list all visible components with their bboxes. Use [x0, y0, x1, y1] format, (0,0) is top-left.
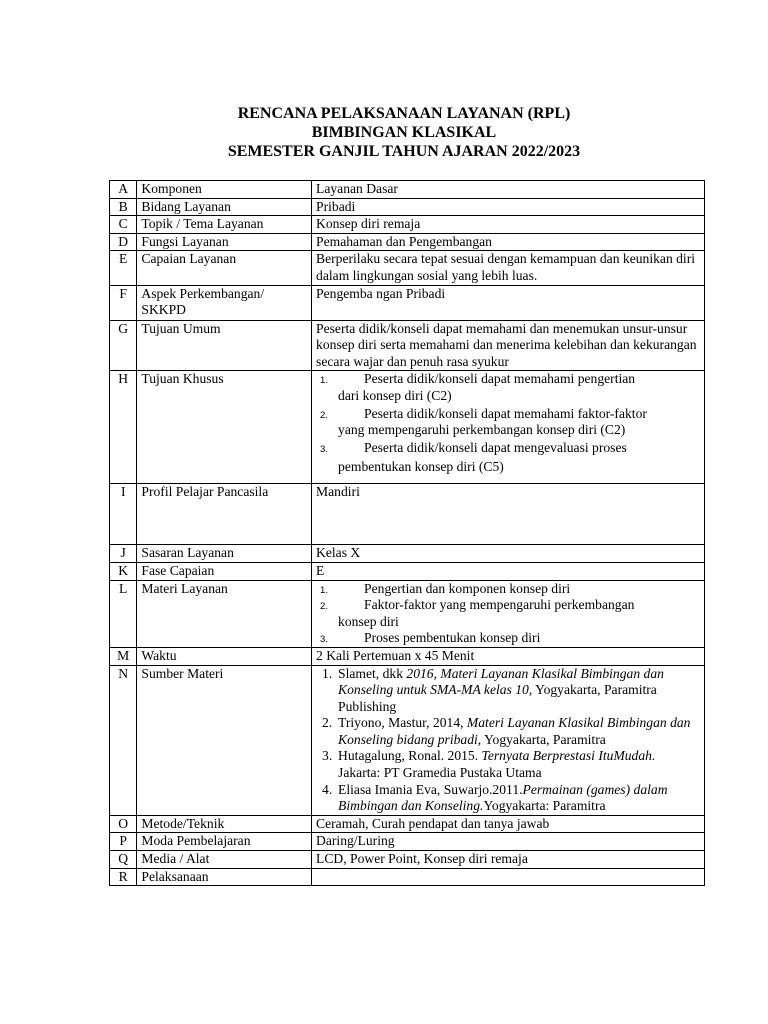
row-value: Mandiri — [312, 484, 705, 545]
sumber-materi-list — [316, 666, 700, 815]
row-code: P — [110, 833, 137, 851]
row-label: Metode/Teknik — [137, 815, 312, 833]
row-value-list — [312, 665, 705, 815]
row-code: E — [110, 251, 137, 285]
title-line-1: RENCANA PELAKSANAAN LAYANAN (RPL) — [237, 105, 571, 122]
list-text-continued: konsep diri — [338, 613, 399, 629]
row-label: Tujuan Khusus — [137, 371, 312, 484]
row-code: F — [110, 285, 137, 320]
table-row — [110, 233, 705, 251]
row-label: Bidang Layanan — [137, 198, 312, 216]
tujuan-khusus-list — [316, 371, 700, 476]
row-code: I — [110, 484, 137, 545]
row-code: A — [110, 181, 137, 199]
list-text: Faktor-faktor yang mempengaruhi perkembangan — [364, 597, 635, 613]
table-row — [110, 484, 705, 545]
row-value: Daring/Luring — [312, 833, 705, 851]
list-number: 3. — [322, 748, 333, 764]
list-number: 2. — [322, 715, 333, 731]
list-item — [316, 630, 700, 647]
list-item — [316, 666, 700, 716]
table-row — [110, 371, 705, 484]
list-item — [316, 440, 700, 476]
row-value: E — [312, 562, 705, 580]
materi-layanan-list — [316, 581, 700, 647]
row-value: Pengemba ngan Pribadi — [312, 285, 705, 320]
list-item — [316, 597, 700, 630]
rpl-table — [109, 180, 705, 886]
list-text: Peserta didik/konseli dapat mengevaluasi proses — [364, 439, 627, 455]
table-row — [110, 216, 705, 234]
row-code: O — [110, 815, 137, 833]
table-row — [110, 868, 705, 886]
row-value-list — [312, 580, 705, 647]
list-number: 2. — [320, 601, 328, 613]
list-number: 1. — [322, 665, 333, 681]
source-publisher: , Yogyakarta, Paramitra Publishing — [338, 682, 657, 714]
table-row — [110, 198, 705, 216]
row-code: B — [110, 198, 137, 216]
title-line-3: SEMESTER GANJIL TAHUN AJARAN 2022/2023 — [227, 143, 581, 160]
table-row — [110, 815, 705, 833]
table-row — [110, 285, 705, 320]
list-item — [316, 715, 700, 748]
list-item — [316, 581, 700, 598]
table-row — [110, 545, 705, 563]
row-value: Kelas X — [312, 545, 705, 563]
row-value: Pemahaman dan Pengembangan — [312, 233, 705, 251]
row-label: Komponen — [137, 181, 312, 199]
row-label: Sumber Materi — [137, 665, 312, 815]
row-value: Layanan Dasar — [312, 181, 705, 199]
table-row — [110, 562, 705, 580]
row-label: Topik / Tema Layanan — [137, 216, 312, 234]
table-row — [110, 580, 705, 647]
row-code: R — [110, 868, 137, 886]
source-title: 2016, Materi Layanan Klasikal Bimbingan dan Konseling untuk SMA-MA kelas 10 — [338, 665, 664, 698]
row-value: Berperilaku secara tepat sesuai dengan kemampuan dan keunikan diri dalam lingkungan sosial yang lebih luas. — [312, 251, 705, 285]
source-author: Slamet, dkk — [338, 665, 407, 681]
row-label: Capaian Layanan — [137, 251, 312, 285]
source-author: Eliasa Imania Eva, Suwarjo.2011. — [338, 781, 523, 797]
row-code: M — [110, 647, 137, 665]
row-code: N — [110, 665, 137, 815]
source-publisher: Yogyakarta, Paramitra — [481, 731, 606, 747]
list-number: 3. — [320, 634, 328, 646]
list-item — [316, 406, 700, 439]
source-title: Permainan (games) dalam Bimbingan dan Konseling. — [338, 781, 668, 814]
row-label: Waktu — [137, 647, 312, 665]
row-label: Fungsi Layanan — [137, 233, 312, 251]
row-value: Konsep diri remaja — [312, 216, 705, 234]
row-label: Media / Alat — [137, 851, 312, 869]
row-label: Sasaran Layanan — [137, 545, 312, 563]
row-value-list — [312, 371, 705, 484]
title-line-2: BIMBINGAN KLASIKAL — [311, 124, 497, 141]
row-value: 2 Kali Pertemuan x 45 Menit — [312, 647, 705, 665]
row-value: LCD, Power Point, Konsep diri remaja — [312, 851, 705, 869]
list-text: Peserta didik/konseli dapat memahami pengertian — [364, 371, 636, 387]
source-author: Hutagalung, Ronal. 2015. — [338, 748, 482, 764]
row-code: D — [110, 233, 137, 251]
row-label: Materi Layanan — [137, 580, 312, 647]
source-author: Triyono, Mastur, 2014, — [338, 715, 467, 731]
list-number: 4. — [322, 781, 333, 797]
row-code: G — [110, 320, 137, 371]
row-code: J — [110, 545, 137, 563]
list-number: 2. — [320, 409, 328, 421]
list-text-continued: dari konsep diri (C2) — [338, 387, 452, 403]
row-code: Q — [110, 851, 137, 869]
row-label: Pelaksanaan — [137, 868, 312, 886]
list-text-continued: yang mempengaruhi perkembangan konsep diri (C2) — [338, 422, 626, 438]
table-row — [110, 851, 705, 869]
row-label: Aspek Perkembangan/ SKKPD — [137, 285, 312, 320]
list-number: 1. — [320, 375, 328, 387]
source-publisher: Jakarta: PT Gramedia Pustaka Utama — [338, 765, 542, 781]
table-row — [110, 665, 705, 815]
source-title: Ternyata Berprestasi ItuMudah. — [481, 748, 656, 764]
row-label: Profil Pelajar Pancasila — [137, 484, 312, 545]
list-item — [316, 371, 700, 404]
document-title — [0, 104, 768, 161]
source-title: Materi Layanan Klasikal Bimbingan dan Konseling bidang pribadi, — [338, 715, 691, 747]
list-text: Peserta didik/konseli dapat memahami faktor-faktor — [364, 405, 647, 421]
list-text: Proses pembentukan konsep diri — [364, 630, 541, 646]
source-publisher: Yogyakarta: Paramitra — [483, 798, 606, 814]
row-value: Peserta didik/konseli dapat memahami dan menemukan unsur-unsur konsep diri serta memahami dan menerima kelebihan dan kekurangan secara wajar dan penuh rasa syukur — [312, 320, 705, 371]
list-item — [316, 748, 700, 781]
list-text: Pengertian dan komponen konsep diri — [364, 580, 571, 596]
list-number: 1. — [320, 584, 328, 596]
row-value — [312, 868, 705, 886]
table-row — [110, 181, 705, 199]
row-code: C — [110, 216, 137, 234]
row-value: Pribadi — [312, 198, 705, 216]
row-value: Ceramah, Curah pendapat dan tanya jawab — [312, 815, 705, 833]
table-row — [110, 833, 705, 851]
row-label: Tujuan Umum — [137, 320, 312, 371]
table-row — [110, 320, 705, 371]
row-code: K — [110, 562, 137, 580]
list-number: 3. — [320, 443, 328, 455]
table-row — [110, 251, 705, 285]
row-code: L — [110, 580, 137, 647]
row-code: H — [110, 371, 137, 484]
row-label: Fase Capaian — [137, 562, 312, 580]
row-label: Moda Pembelajaran — [137, 833, 312, 851]
list-item — [316, 782, 700, 815]
table-row — [110, 647, 705, 665]
list-text-continued: pembentukan konsep diri (C5) — [338, 459, 504, 475]
